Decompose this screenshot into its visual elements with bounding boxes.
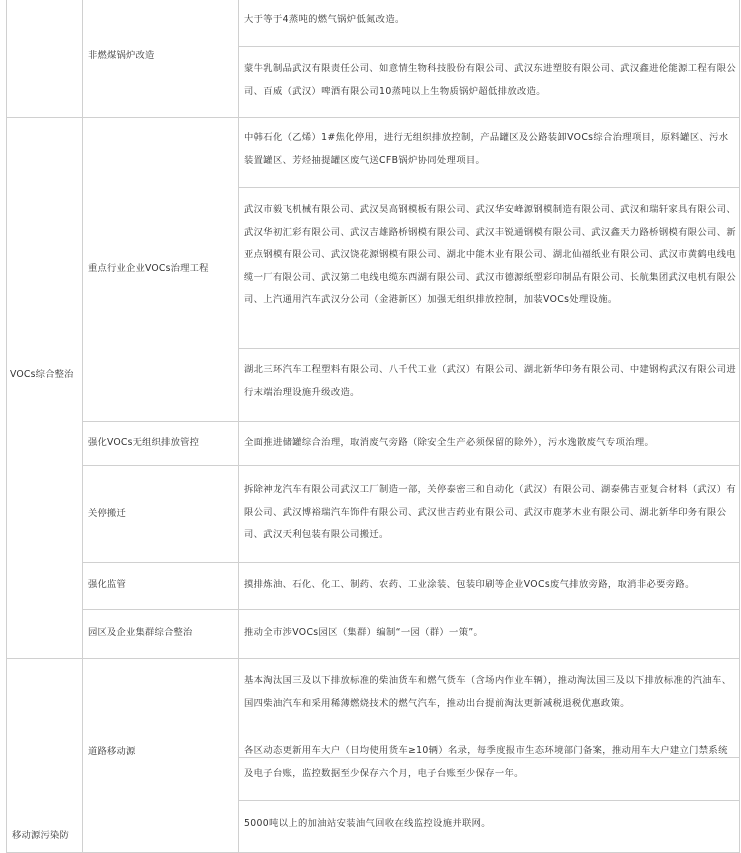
subcategory-label: 关停搬迁 [88, 508, 126, 519]
measure-text: 湖北三环汽车工程塑料有限公司、八千代工业（武汉）有限公司、湖北新华印务有限公司、中建钢构武汉有限公司进行末端治理设施升级改造。 [244, 364, 736, 398]
measure-text: 摸排炼油、石化、化工、制药、农药、工业涂装、包装印刷等企业VOCs废气排放旁路，取消非必要旁路。 [244, 579, 695, 590]
border-left [6, 0, 7, 853]
column-divider-1 [82, 0, 83, 853]
row-divider [238, 46, 740, 47]
category-label: 移动源污染防 [12, 830, 69, 841]
subcategory-label: 园区及企业集群综合整治 [88, 627, 193, 638]
subcategory-label: 非燃煤锅炉改造 [88, 50, 155, 61]
category-label: VOCs综合整治 [10, 369, 74, 380]
subcategory-label: 道路移动源 [88, 746, 136, 757]
measure-text: 蒙牛乳制品武汉有限责任公司、如意情生物科技股份有限公司、武汉东进塑胶有限公司、武汉鑫进伦能源工程有限公司、百威（武汉）啤酒有限公司10蒸吨以上生物质锅炉超低排放改造。 [244, 63, 736, 97]
measure-text: 全面推进储罐综合治理，取消废气旁路（除安全生产必须保留的除外），污水逸散废气专项治理。 [244, 437, 655, 448]
section-divider [6, 117, 740, 118]
row-divider [82, 421, 740, 422]
measure-text: 基本淘汰国三及以下排放标准的柴油货车和燃气货车（含场内作业车辆），推动淘汰国三及以下排放标准的汽油车、国四柴油汽车和采用稀薄燃烧技术的燃气汽车，推动出台提前淘汰更新减税退税优惠政策。 [244, 675, 732, 709]
section-divider [6, 658, 740, 659]
row-divider [238, 348, 740, 349]
subcategory-label: 强化VOCs无组织排放管控 [88, 437, 200, 448]
row-divider [82, 562, 740, 563]
measure-text: 5000吨以上的加油站安装油气回收在线监控设施并联网。 [244, 818, 491, 829]
border-right [739, 0, 740, 853]
measure-text: 拆除神龙汽车有限公司武汉工厂制造一部，关停泰密三和自动化（武汉）有限公司、湖泰佛吉亚复合材料（武汉）有限公司、武汉博裕瑞汽车饰件有限公司、武汉世吉药业有限公司、武汉市鹿茅木业有限公司、湖北新华印务有限公司、武汉天利包装有限公司搬迁。 [244, 484, 736, 540]
column-divider-2 [238, 0, 239, 853]
row-divider [238, 187, 740, 188]
measure-text: 武汉市毅飞机械有限公司、武汉昊高钢模板有限公司、武汉华安峰源钢模制造有限公司、武汉和瑞轩家具有限公司、武汉华初汇彩有限公司、武汉吉雄路桥钢模有限公司、武汉丰锐通钢模有限公司、武汉鑫天力路桥钢模有限公司、新亚点钢模有限公司、武汉饶花源钢模有限公司、湖北中能木业有限公司、湖北仙福纸业有限公司、武汉市黄鹤电线电缆一厂有限公司、武汉第二电线电缆东西湖有限公司、武汉市德源纸塑彩印制品有限公司、长航集团武汉电机有限公司、上汽通用汽车武汉分公司（金港新区）加强无组织排放控制，加装VOCs处理设施。 [244, 204, 736, 305]
row-divider [238, 800, 740, 801]
row-divider [82, 465, 740, 466]
measure-text: 推动全市涉VOCs园区（集群）编制“一园（群）一策”。 [244, 627, 484, 638]
subcategory-label: 重点行业企业VOCs治理工程 [88, 263, 209, 274]
measure-text: 大于等于4蒸吨的燃气锅炉低氮改造。 [244, 14, 405, 25]
measure-text: 各区动态更新用车大户（日均使用货车≥10辆）名录，每季度报市生态环境部门备案，推动用车大户建立门禁系统及电子台账，监控数据至少保存六个月，电子台账至少保存一年。 [244, 745, 728, 779]
measure-text: 中韩石化（乙烯）1#焦化停用，进行无组织排放控制，产品罐区及公路装卸VOCs综合治理项目，原料罐区、污水装置罐区、芳烃抽提罐区废气送CFB锅炉协同处理项目。 [244, 132, 729, 166]
subcategory-label: 强化监管 [88, 579, 126, 590]
row-divider [82, 609, 740, 610]
